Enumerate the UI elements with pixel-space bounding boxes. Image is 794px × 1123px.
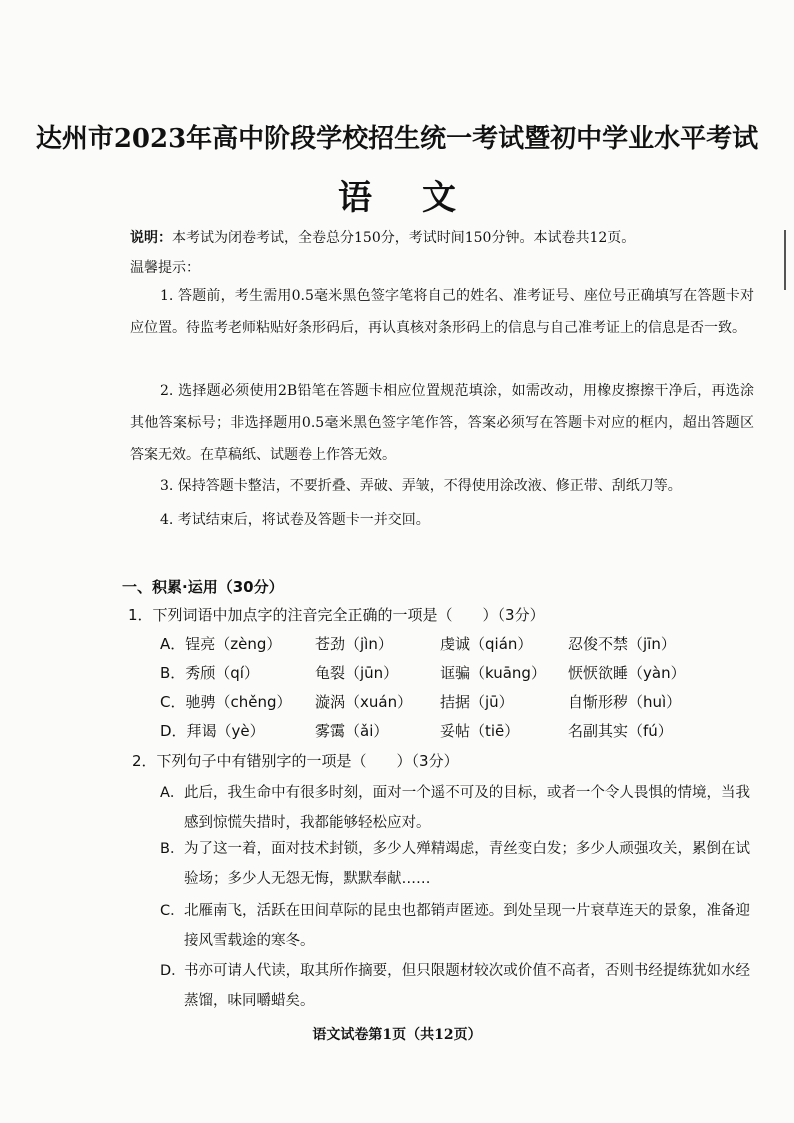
tip-4: 4. 考试结束后，将试卷及答题卡一并交回。 xyxy=(160,512,430,528)
q1-option-row-c xyxy=(160,691,720,713)
q2-option-a-label: A． xyxy=(160,785,185,801)
question-1-stem: 1．下列词语中加点字的注音完全正确的一项是（ ）（3分） xyxy=(128,606,545,624)
tips-heading: 温馨提示： xyxy=(130,260,200,276)
q2-option-c-label: C． xyxy=(160,903,185,919)
q1-d-word-4: 名副其实（fú） xyxy=(568,722,673,740)
scan-edge-mark xyxy=(784,230,786,290)
exam-note xyxy=(130,228,760,248)
q2-option-a-text: 此后，我生命中有很多时刻，面对一个遥不可及的目标，或者一个令人畏惧的情境，当我感到惊慌失措时，我都能够轻松应对。 xyxy=(184,785,750,831)
q1-d-word-3: 妥帖（tiē） xyxy=(440,722,520,740)
q1-b-word-3: 诓骗（kuāng） xyxy=(440,664,546,682)
section-heading: 一、积累·运用（30分） xyxy=(122,578,284,596)
q1-b-word-4: 恹恹欲睡（yàn） xyxy=(568,664,686,682)
q1-option-row-d xyxy=(160,720,720,742)
q1-option-row-b xyxy=(160,662,720,684)
q2-option-d-text: 书亦可请人代读，取其所作摘要，但只限题材较次或价值不高者，否则书经提练犹如水经蒸馏，味同嚼蜡矣。 xyxy=(184,963,750,1009)
q1-c-word-4: 自惭形秽（huì） xyxy=(568,693,682,711)
question-2-stem: 2．下列句子中有错别字的一项是（ ）（3分） xyxy=(132,752,459,770)
q2-option-d-label: D． xyxy=(160,963,186,979)
q1-a-word-2: 苍劲（jìn） xyxy=(315,635,393,653)
q1-d-word-2: 雾霭（ǎi） xyxy=(315,722,389,740)
q1-c-word-3: 拮据（jū） xyxy=(440,693,514,711)
q1-d-word-1: D．拜谒（yè） xyxy=(160,722,265,740)
q1-option-row-a xyxy=(160,633,720,655)
q2-option-b-label: B． xyxy=(160,841,185,857)
tip-3: 3. 保持答题卡整洁，不要折叠、弄破、弄皱，不得使用涂改液、修正带、刮纸刀等。 xyxy=(160,478,682,494)
q2-option-c-text: 北雁南飞，活跃在田间草际的昆虫也都销声匿迹。到处呈现一片衰草连天的景象，准备迎接风雪载途的寒冬。 xyxy=(184,903,750,949)
q1-a-word-1: A．锃亮（zèng） xyxy=(160,635,282,653)
page-footer: 语文试卷第1页（共12页） xyxy=(312,1027,482,1043)
tip-2: 2. 选择题必须使用2B铅笔在答题卡相应位置规范填涂，如需改动，用橡皮擦擦干净后，再选涂其他答案标号；非选择题用0.5毫米黑色签字笔作答，答案必须写在答题卡对应的框内，超出答题区答案无效。在草稿纸、试题卷上作答无效。 xyxy=(130,383,754,463)
q1-a-word-3: 虔诚（qián） xyxy=(440,635,533,653)
q1-a-word-4: 忍俊不禁（jīn） xyxy=(568,635,676,653)
note-text: 本考试为闭卷考试，全卷总分150分，考试时间150分钟。本试卷共12页。 xyxy=(172,230,636,246)
tip-1: 1. 答题前，考生需用0.5毫米黑色签字笔将自己的姓名、准考证号、座位号正确填写在答题卡对应位置。待监考老师粘贴好条形码后，再认真核对条形码上的信息与自己准考证上的信息是否一致。 xyxy=(130,288,754,336)
q1-c-word-2: 漩涡（xuán） xyxy=(315,693,413,711)
q2-option-b-text: 为了这一着，面对技术封锁，多少人殚精竭虑，青丝变白发；多少人顽强攻关，累倒在试验场；多少人无怨无悔，默默奉献…… xyxy=(184,841,750,887)
q1-b-word-1: B．秀颀（qí） xyxy=(160,664,259,682)
subject-title: 语文 xyxy=(338,178,506,218)
q1-c-word-1: C．驰骋（chěng） xyxy=(160,693,292,711)
note-label: 说明： xyxy=(130,230,172,246)
exam-title: 达州市2023年高中阶段学校招生统一考试暨初中学业水平考试 xyxy=(35,124,759,154)
q1-b-word-2: 龟裂（jūn） xyxy=(315,664,399,682)
